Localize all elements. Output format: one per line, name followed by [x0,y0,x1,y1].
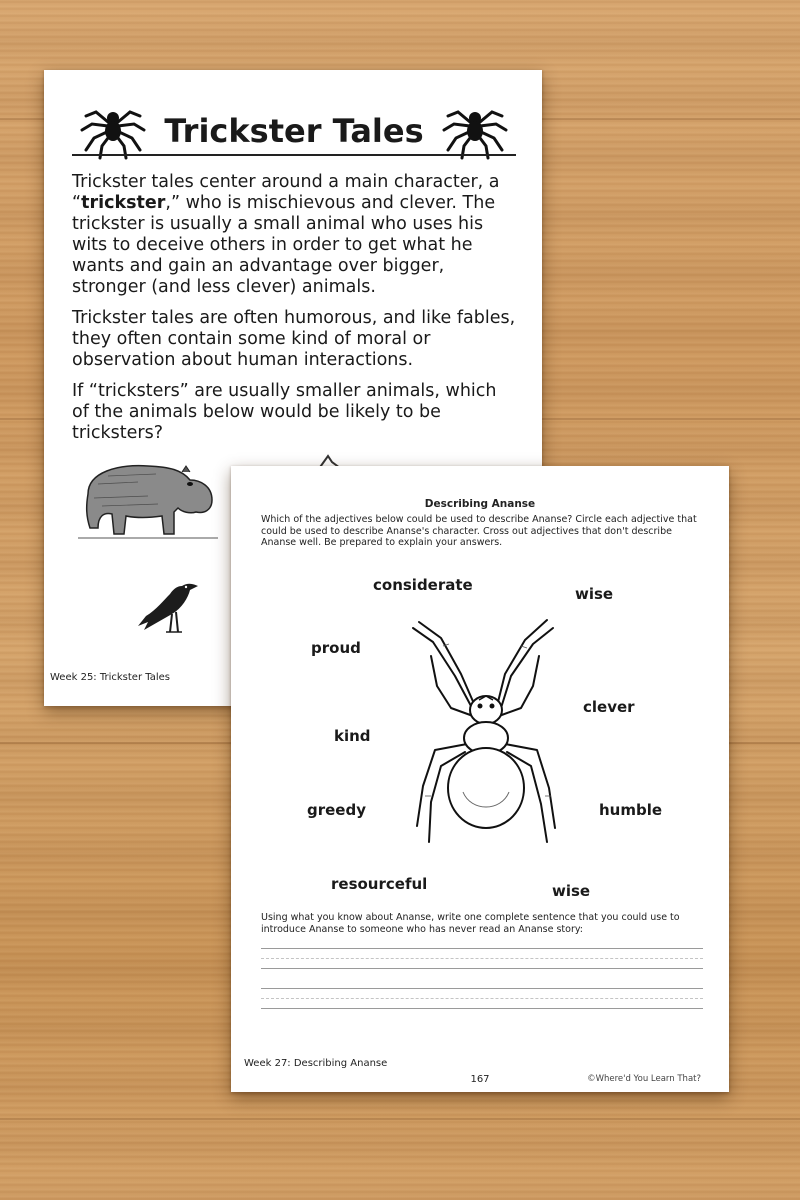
page-title: Trickster Tales [164,112,424,150]
adjective-greedy[interactable]: greedy [307,801,366,819]
writing-guide [261,998,703,999]
writing-line[interactable] [261,948,703,949]
worksheet-describing-ananse [231,466,729,1092]
writing-guide [261,958,703,959]
adjective-resourceful[interactable]: resourceful [331,875,428,893]
page-footer: Week 27: Describing Ananse [244,1058,388,1069]
adjective-wise[interactable]: wise [552,882,591,900]
adjective-considerate[interactable]: considerate [373,576,473,594]
adjective-humble[interactable]: humble [599,801,663,819]
spider-icon [401,616,571,876]
page-footer: Week 25: Trickster Tales [50,672,170,683]
writing-line[interactable] [261,1008,703,1009]
hippo-icon [78,454,218,546]
copyright: ©Where'd You Learn That? [587,1074,701,1084]
page-number: 167 [470,1074,490,1085]
adjective-kind[interactable]: kind [334,727,371,745]
paragraph-3: If “tricksters” are usually smaller animals, which of the animals below would be likely to be tricksters? [72,381,497,443]
crow-icon [132,574,202,638]
body-text [72,172,518,454]
writing-line[interactable] [261,988,703,989]
wood-seam [0,1118,800,1120]
paragraph-2: Trickster tales are often humorous, and like fables, they often contain some kind of moral or observation about human interactions. [72,308,516,370]
adjective-proud[interactable]: proud [311,639,361,657]
adjective-wise[interactable]: wise [575,585,614,603]
worksheet-title: Describing Ananse [424,498,536,510]
adjective-clever[interactable]: clever [583,698,635,716]
trickster-bold: trickster [81,193,166,213]
spider-icon [440,98,510,160]
writing-prompt: Using what you know about Ananse, write one complete sentence that you could use to introduce Ananse to someone who has never read an Ananse story: [261,912,680,935]
paragraph-1-start: Trickster tales center around a main character, a “ [72,172,500,213]
paragraph-1 [72,172,518,298]
title-row [72,98,516,160]
title-divider [72,154,516,156]
paragraph-1-end: ,” who is mischievous and clever. The trickster is usually a small animal who uses his wits to deceive others in order to get what he wants and gain an advantage over bigger, stronger (and less clever) animals. [72,193,496,297]
writing-line[interactable] [261,968,703,969]
instructions: Which of the adjectives below could be used to describe Ananse? Circle each adjective that could be used to describe Ananse's character. Cross out adjectives that don't describe Ananse well. Be prepared to explain your answers. [261,514,697,548]
